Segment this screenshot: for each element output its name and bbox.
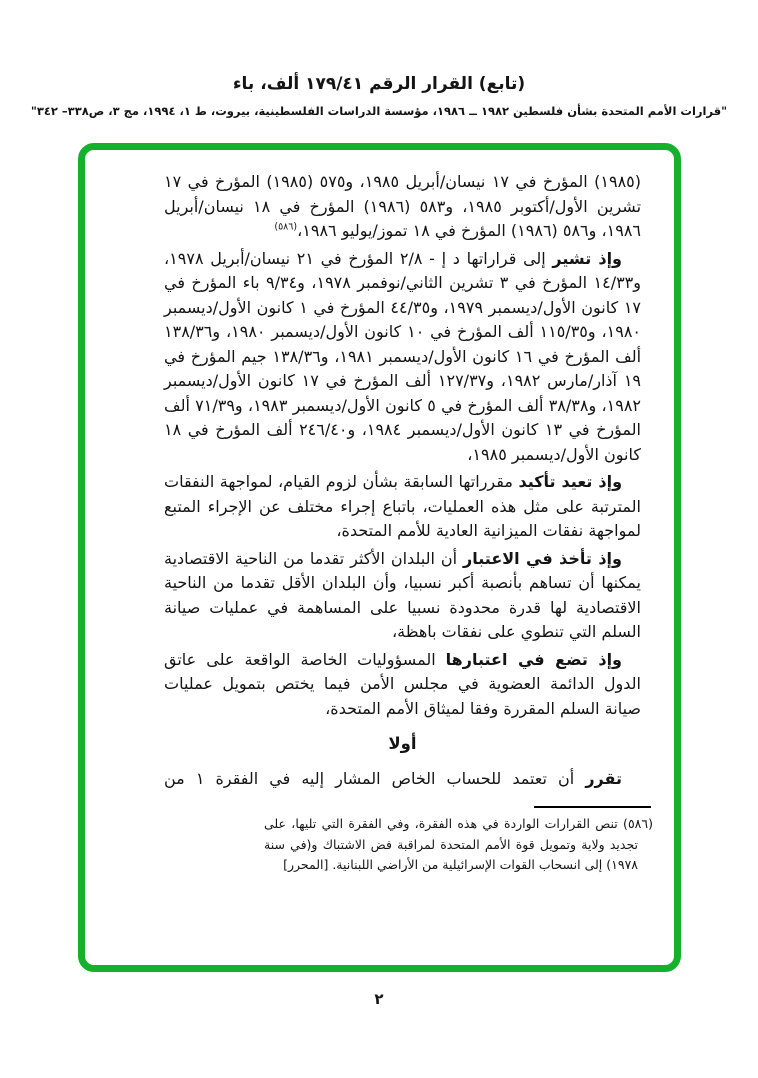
paragraph-lead-bold: وإذ تأخذ في الاعتبار: [463, 548, 622, 568]
footnote-block: [264, 806, 653, 876]
paragraph-2-recalling: [164, 247, 641, 468]
footnote-marker: (٥٨٦): [623, 816, 653, 831]
paragraph-text: أن البلدان الأكثر تقدما من الناحية الاقتصادية يمكنها أن تساهم بأنصبة أكبر نسبيا، وأن البلدان الأقل تقدما من الناحية الاقتصادية لها قدرة محدودة نسبيا على المساهمة في عمليات صيانة السلم التي تنطوي على نفقات باهظة،: [164, 548, 641, 641]
paragraph-1-continuation: [164, 170, 641, 244]
paragraph-lead-bold: وإذ تعيد تأكيد: [518, 472, 623, 491]
source-citation: "قرارات الأمم المتحدة بشأن فلسطين ١٩٨٢ ــ ١٩٨٦، مؤسسة الدراسات الفلسطينية، بيروت، ط ١، ١٩٩٤، مج ٣، ص٣٣٨– ٣٤٢": [30, 104, 728, 118]
content-frame: [78, 143, 681, 972]
paragraph-text: مقرراتها السابقة بشأن لزوم القيام، لمواجهة النفقات المترتبة على مثل هذه العمليات، باتباع إجراء مختلف عن الإجراء المتبع لمواجهة نفقات الميزانية العادية للأمم المتحدة،: [164, 472, 641, 540]
paragraph-text: (١٩٨٥) المؤرخ في ١٧ نيسان/أبريل ١٩٨٥، و٥٧٥ (١٩٨٥) المؤرخ في ١٧ تشرين الأول/أكتوبر ١٩٨٥، و٥٨٣ (١٩٨٦) المؤرخ في ١٨ نيسان/أبريل ١٩٨٦، و٥٨٦ (١٩٨٦) المؤرخ في ١٨ تموز/يوليو ١٩٨٦،: [164, 172, 642, 240]
paragraph-lead-bold: تقرر: [585, 768, 623, 788]
paragraph-text: إلى قراراتها د إ - ٢/٨ المؤرخ في ٢١ نيسان/أبريل ١٩٧٨، و١٤/٣٣ المؤرخ في ٣ تشرين الثاني/نوفمبر ١٩٧٨، و٩/٣٤ باء المؤرخ في ١٧ كانون الأول/ديسمبر ١٩٧٩، و٤٤/٣٥ المؤرخ في ١ كانون الأول/ديسمبر ١٩٨٠، و١١٥/٣٥ ألف المؤرخ في ١٠ كانون الأول/ديسمبر ١٩٨٠، و١٣٨/٣٦ ألف المؤرخ في ١٦ كانون الأول/ديسمبر ١٩٨١، و١٣٨/٣٦ جيم المؤرخ في ١٩ آذار/مارس ١٩٨٢، و١٢٧/٣٧ ألف المؤرخ في ١٧ كانون الأول/ديسمبر ١٩٨٢، و٣٨/٣٨ ألف المؤرخ في ٥ كانون الأول/ديسمبر ١٩٨٣، و٧١/٣٩ ألف المؤرخ في ١٣ كانون الأول/ديسمبر ١٩٨٤، و٢٤٦/٤٠ ألف المؤرخ في ١٨ كانون الأول/ديسمبر ١٩٨٥،: [164, 248, 642, 464]
footnote-body: [264, 814, 653, 876]
text-column: [164, 170, 653, 876]
footnote-text: تنص القرارات الواردة في هذه الفقرة، وفي الفقرة التي تليها، على تجديد ولاية وتمويل قوة الأمم المتحدة لمراقبة فض الاشتباك و(في سنة ١٩٧٨) إلى انسحاب القوات الإسرائيلية من الأراضي اللبنانية. [المحرر]: [264, 816, 638, 872]
section-heading-first: أولا: [388, 734, 417, 753]
footnote-separator-rule: [534, 806, 651, 808]
paragraph-6-decides: [164, 767, 641, 792]
footnote-ref: (٥٨٦): [274, 221, 298, 233]
paragraph-lead-bold: وإذ تضع في اعتبارها: [445, 649, 622, 669]
paragraph-text: المسؤوليات الخاصة الواقعة على عاتق الدول الدائمة العضوية في مجلس الأمن فيما يختص بتمويل عمليات صيانة السلم المقررة وفقا لميثاق الأمم المتحدة،: [164, 649, 641, 718]
page-number: ٢: [374, 990, 384, 1008]
paragraph-lead-bold: وإذ تشير: [552, 248, 623, 268]
paragraph-3-reaffirming: [164, 470, 641, 544]
paragraph-4-taking-into-account: [164, 547, 641, 645]
paragraph-text: أن تعتمد للحساب الخاص المشار إليه في الفقرة ١ من: [164, 768, 575, 788]
paragraph-5-bearing-in-mind: [164, 648, 641, 722]
page-title: (تابع) القرار الرقم ١٧٩/٤١ ألف، باء: [232, 74, 526, 94]
